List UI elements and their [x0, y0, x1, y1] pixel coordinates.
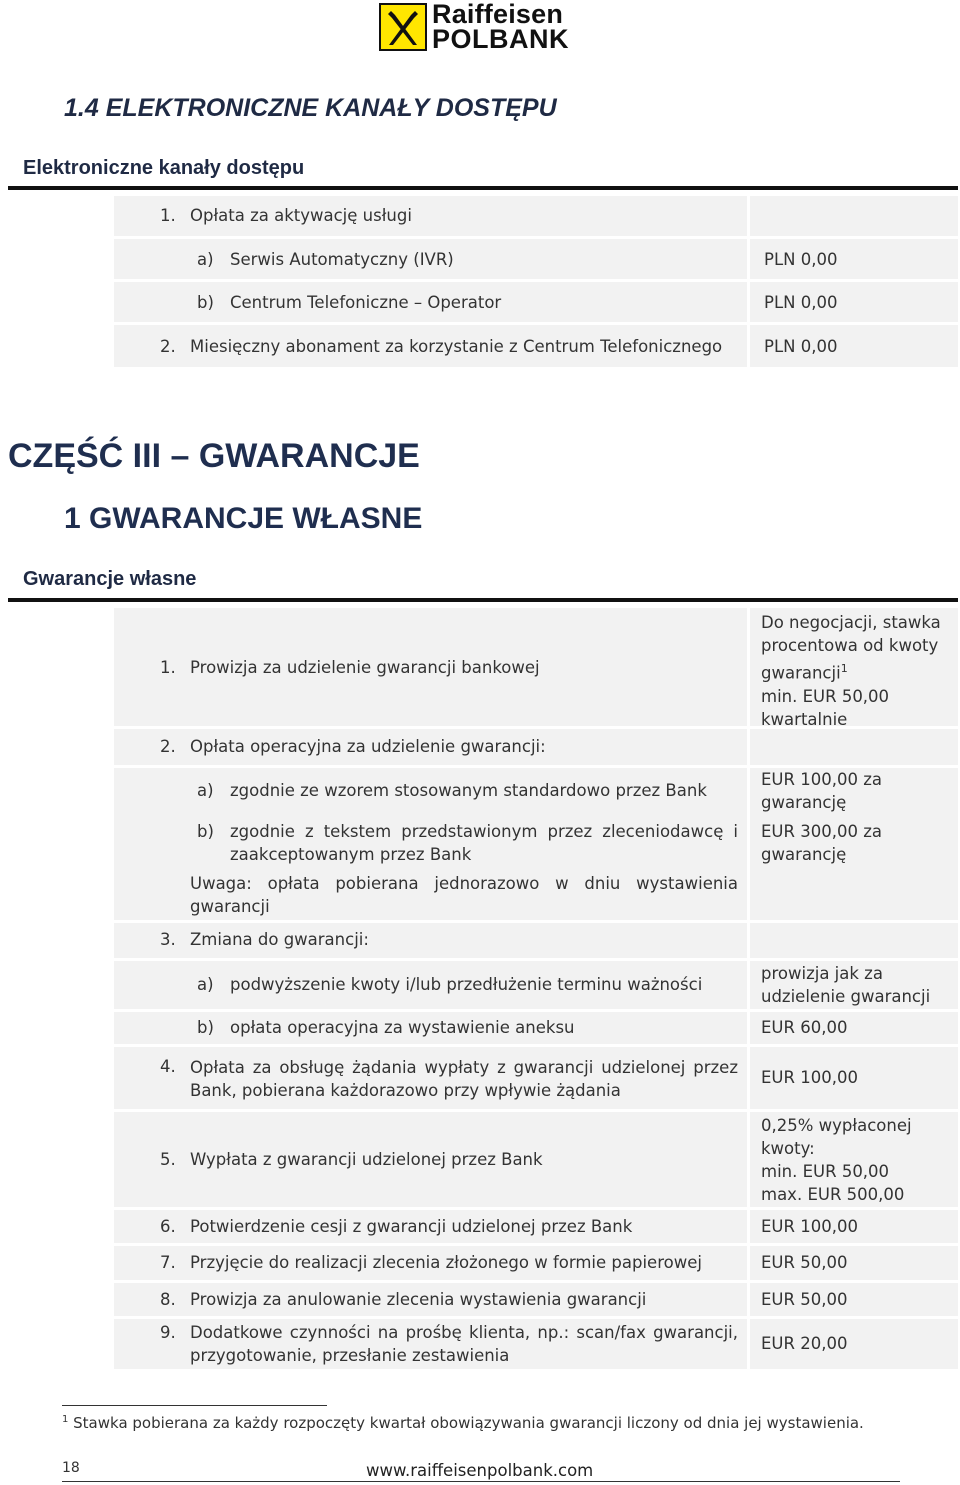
footnote-ref: 1	[840, 662, 848, 675]
row-label: podwyższenie kwoty i/lub przedłużenie terminu ważności	[230, 975, 703, 994]
row-value: EUR 100,00 za gwarancję	[761, 770, 882, 812]
row-label: Miesięczny abonament za korzystanie z Centrum Telefonicznego	[190, 337, 723, 356]
row-label: zgodnie z tekstem przedstawionym przez zleceniodawcę i zaakceptowanym przez Bank	[230, 822, 738, 864]
row-number: b)	[197, 822, 214, 841]
divider	[8, 598, 958, 602]
logo-wordmark	[432, 2, 569, 52]
row-value: EUR 60,00	[761, 1018, 848, 1037]
row-number: b)	[197, 293, 214, 312]
row-label: opłata operacyjna za wystawienie aneksu	[230, 1018, 575, 1037]
row-value: EUR 100,00	[761, 1217, 858, 1236]
row-number: 9.	[160, 1323, 176, 1342]
row-value: EUR 300,00 za gwarancję	[761, 822, 882, 864]
row-label: Prowizja za anulowanie zlecenia wystawienia gwarancji	[190, 1290, 647, 1309]
row-label: zgodnie ze wzorem stosowanym standardowo przez Bank	[230, 781, 707, 800]
row-value: PLN 0,00	[764, 293, 838, 312]
chapter-subtitle: Gwarancje własne	[23, 568, 197, 590]
row-number: 3.	[160, 930, 176, 949]
row-label: Serwis Automatyczny (IVR)	[230, 250, 454, 269]
divider	[8, 186, 958, 190]
value-text: Do negocjacji, stawka procentowa od kwoty gwarancji	[761, 613, 941, 683]
website-link[interactable]: www.raiffeisenpolbank.com	[366, 1461, 594, 1480]
row-label: Przyjęcie do realizacji zlecenia złożonego w formie papierowej	[190, 1253, 702, 1272]
row-label: Opłata za obsługę żądania wypłaty z gwarancji udzielonej przez Bank, pobierana każdorazowo przy wpływie żądania	[190, 1058, 738, 1100]
row-number: a)	[197, 781, 214, 800]
row-value: EUR 100,00	[761, 1068, 858, 1087]
row-number: 2.	[160, 737, 176, 756]
row-number: 6.	[160, 1217, 176, 1236]
row-label: Zmiana do gwarancji:	[190, 930, 369, 949]
row-label: Opłata operacyjna za udzielenie gwarancji:	[190, 737, 546, 756]
row-number: 8.	[160, 1290, 176, 1309]
row-number: 5.	[160, 1150, 176, 1169]
footer-divider	[62, 1481, 900, 1482]
footnote	[62, 1414, 864, 1432]
row-label: Prowizja za udzielenie gwarancji bankowej	[190, 658, 540, 677]
row-number: b)	[197, 1018, 214, 1037]
fee-note: Uwaga: opłata pobierana jednorazowo w dniu wystawienia gwarancji	[190, 874, 738, 916]
value-min: min. EUR 50,00	[761, 1162, 890, 1181]
row-number: 2.	[160, 337, 176, 356]
row-label: Dodatkowe czynności na prośbę klienta, np.: scan/fax gwarancji, przygotowanie, przesłanie zestawienia	[190, 1323, 738, 1365]
row-number: 4.	[160, 1057, 176, 1076]
page-number: 18	[62, 1460, 80, 1476]
row-label: Centrum Telefoniczne – Operator	[230, 293, 502, 312]
section-title: 1.4 ELEKTRONICZNE KANAŁY DOSTĘPU	[64, 94, 557, 122]
row-value: EUR 50,00	[761, 1253, 848, 1272]
value-max: max. EUR 500,00	[761, 1185, 905, 1204]
row-number: 1.	[160, 206, 176, 225]
row-number: 7.	[160, 1253, 176, 1272]
footnote-text: Stawka pobierana za każdy rozpoczęty kwartał obowiązywania gwarancji liczony od dnia jej wystawienia.	[73, 1414, 864, 1432]
logo-line-2: POLBANK	[432, 24, 569, 54]
logo-line-1: Raiffeisen	[432, 0, 564, 29]
row-value: PLN 0,00	[764, 337, 838, 356]
row-number: a)	[197, 975, 214, 994]
footnote-mark: 1	[62, 1414, 69, 1425]
value-rate: 0,25% wypłaconej kwoty:	[761, 1116, 912, 1158]
row-value	[761, 1114, 941, 1206]
value-min: min. EUR 50,00 kwartalnie	[761, 686, 890, 729]
row-number: 1.	[160, 658, 176, 677]
chapter-title: 1 GWARANCJE WŁASNE	[64, 502, 423, 535]
footnote-divider	[62, 1405, 327, 1406]
row-label: Opłata za aktywację usługi	[190, 206, 412, 225]
row-value	[761, 611, 951, 731]
row-label: Potwierdzenie cesji z gwarancji udzielonej przez Bank	[190, 1217, 633, 1236]
row-value: prowizja jak za udzielenie gwarancji	[761, 964, 931, 1006]
row-value: EUR 50,00	[761, 1290, 848, 1309]
row-value: PLN 0,00	[764, 250, 838, 269]
crossed-horse-heads-icon	[381, 5, 425, 49]
section-subtitle: Elektroniczne kanały dostępu	[23, 157, 305, 179]
row-value: EUR 20,00	[761, 1334, 848, 1353]
row-number: a)	[197, 250, 214, 269]
part-title: CZĘŚĆ III – GWARANCJE	[8, 437, 420, 475]
row-label: Wypłata z gwarancji udzielonej przez Bank	[190, 1150, 543, 1169]
raiffeisen-logo-icon	[379, 3, 427, 51]
